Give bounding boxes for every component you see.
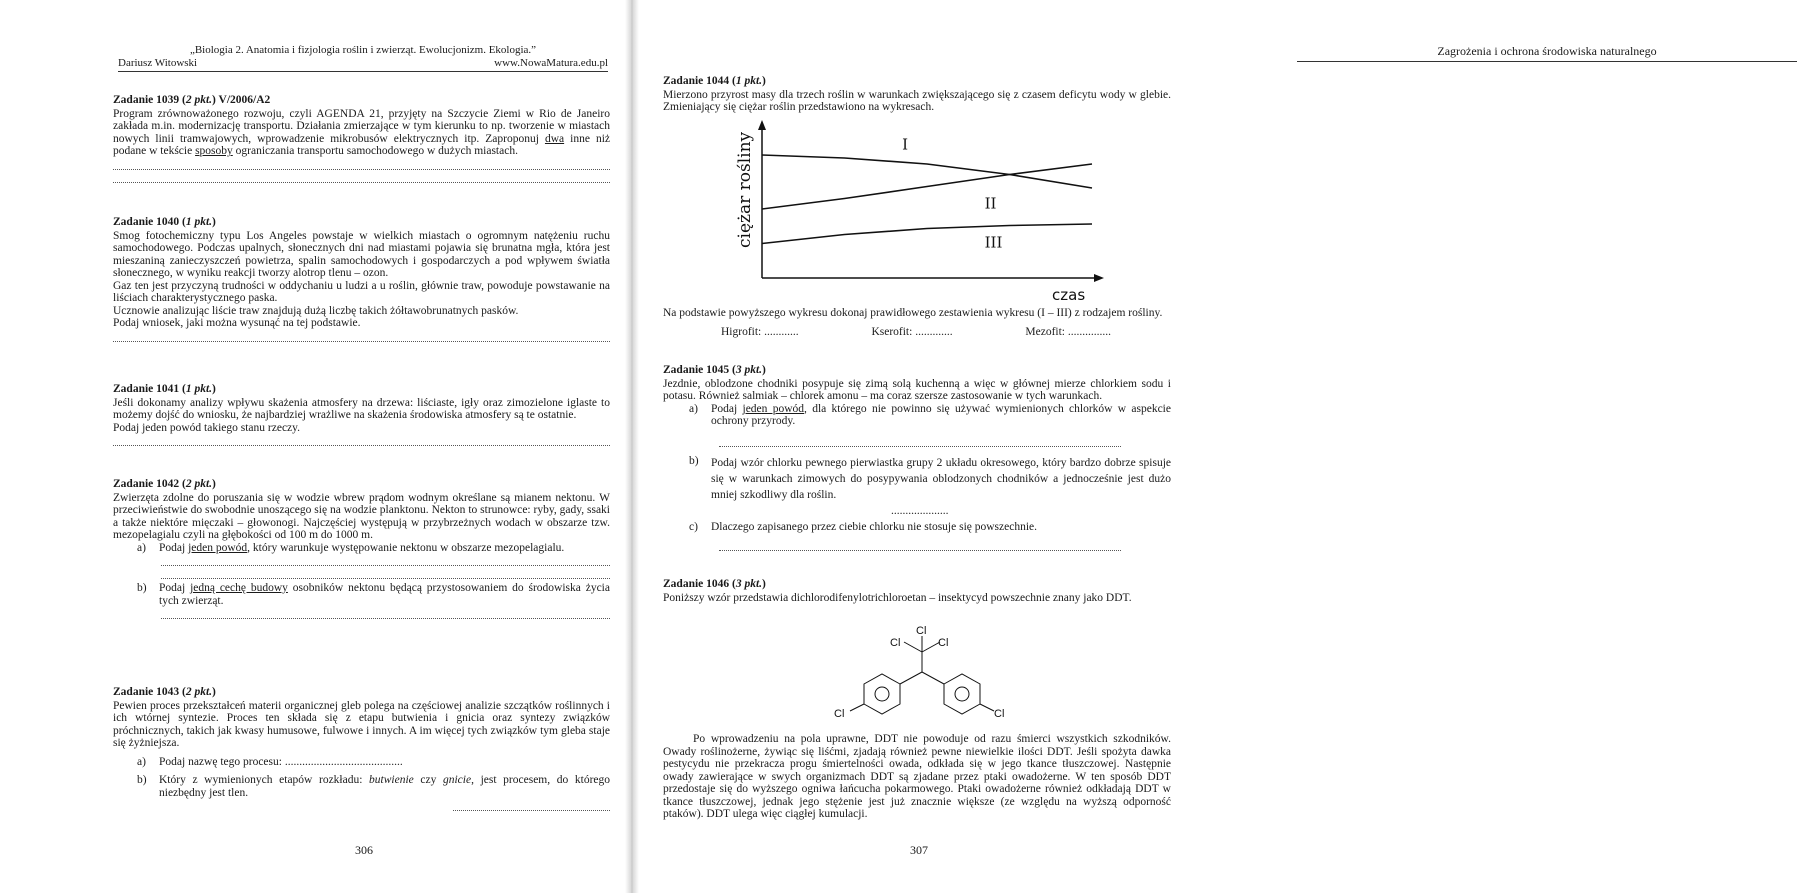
task-text: Jezdnie, oblodzone chodniki posypuje się zimą solą kuchenną a więc w głównej mierze chlorkiem sodu i potasu. Również salmiak – chlorek amonu – ma coraz szersze zastosowanie w tych warunkach. <box>663 377 1171 402</box>
page-number: 307 <box>910 843 928 857</box>
task-text: Ucznowie analizując liście traw znajdują dużą liczbę takich żółtawobrunatnych pasków. <box>113 304 519 317</box>
task-1046 <box>663 578 1171 604</box>
answer-line[interactable] <box>453 801 610 811</box>
chlorine-atom: Cl <box>994 708 1005 720</box>
answer-line[interactable] <box>719 541 1121 551</box>
book-title: „Biologia 2. Anatomia i fizjologia roślin i zwierząt. Ewolucjonizm. Ekologia.” <box>189 44 537 56</box>
task-1041 <box>113 383 610 449</box>
task-1046-text: Po wprowadzeniu na pola uprawne, DDT nie powoduje od razu śmierci wszystkich szkodników. Owady roślinożerne, żywiąc się liśćmi, zjadają również pewne niewielkie ilości DDT. Jeśli spożyta dawka pestycydu nie przekracza progu śmiertelności owada, odkłada się w jego tkance tłuszczowej. Następnie owady zawierające w swych organizmach DDT są zjadane przez ptaki owadożerne. W ten sposób DDT przedostaje się do wyższego ogniwa łańcucha pokarmowego. Ptaki owadożerne również odkładają DDT w tkance tłuszczowej, jednak jego stężenie jest już znacznie większe (ze względu na wyższą odporność ptaków). DDT ulega więc ciągłej kumulacji. <box>663 733 1171 820</box>
answer-line[interactable] <box>113 436 610 446</box>
answer-line[interactable] <box>719 437 1121 447</box>
task-question: Na podstawie powyższego wykresu dokonaj prawidłowego zestawienia wykresu (I – III) z rodzajem rośliny. <box>663 307 1163 319</box>
higrofit-field[interactable]: Higrofit: ............ <box>721 325 799 338</box>
series-label-II: II <box>984 194 997 213</box>
mezofit-field[interactable]: Mezofit: ............... <box>1025 325 1111 338</box>
chlorine-atom: Cl <box>890 637 901 649</box>
y-axis-label: ciężar rośliny <box>735 131 755 248</box>
task-text: Program zrównoważonego rozwoju, czyli AGENDA 21, przyjęty na Szczycie Ziemi w Rio de Janeiro zakłada m.in. modernizację transportu. Działania zmierzające w tym kierunku to np. tworzenie w miastach nowych linii tramwajowych, wprowadzenie mikrobusów elektrycznych itp. Zaproponuj dwa inne niż podane w tekście sposoby ograniczania transportu samochodowego w dużych miastach. <box>113 107 610 157</box>
task-1045 <box>663 364 1171 551</box>
task-title: Zadanie 1040 (1 pkt.) <box>113 216 216 228</box>
chlorine-atom: Cl <box>938 637 949 649</box>
left-page <box>0 0 631 893</box>
task-title: Zadanie 1046 (3 pkt.) <box>663 578 766 590</box>
task-text: Jeśli dokonamy analizy wpływu skażenia atmosfery na drzewa: liściaste, igły oraz zimozielone iglaste to możemy dojść do wniosku, że najbardziej wrażliwe na skażenia środowiska atmosfery są te ostatnie. <box>113 396 610 421</box>
task-title: Zadanie 1042 (2 pkt.) <box>113 478 216 490</box>
subtask-c: c) Dlaczego zapisanego przez ciebie chlorku nie stosuje się powszechnie. <box>689 520 1038 533</box>
task-1042 <box>113 478 610 622</box>
answer-line[interactable] <box>113 332 610 342</box>
page-number: 306 <box>355 843 373 857</box>
task-question: Podaj wniosek, jaki można wysunąć na tej podstawie. <box>113 317 361 329</box>
x-axis-label: czas <box>1052 286 1086 304</box>
answer-line[interactable] <box>161 609 610 619</box>
website: www.NowaMatura.edu.pl <box>494 57 608 69</box>
task-title: Zadanie 1039 (2 pkt.) V/2006/A2 <box>113 94 271 106</box>
answer-dots[interactable]: .................... <box>891 504 949 517</box>
answer-line[interactable] <box>161 556 610 566</box>
task-text: Mierzono przyrost masy dla trzech roślin w warunkach zwiększającego się z czasem deficytu wody w glebie. Zmieniający się ciężar roślin przedstawiono na wykresach. <box>663 88 1171 113</box>
series-label-I: I <box>902 135 909 154</box>
task-title: Zadanie 1041 (1 pkt.) <box>113 383 216 395</box>
series-line-II <box>762 164 1092 209</box>
weight-chart <box>728 118 1108 306</box>
answer-fields <box>663 320 1171 339</box>
subtask-b: b) Podaj jedną cechę budowy osobników nektonu będącą przystosowaniem do środowiska życia tych zwierząt. <box>137 582 610 607</box>
task-text: Pewien proces przekształceń materii organicznej gleb polega na częściowej analizie szczątków roślinnych i ich wtórnej syntezie. Proces ten składa się z etapu butwienia i gnicia oraz syntezy związków próchnicznych, takich jak kwasy humusowe, fulwowe i innych. A im więcej tych związków tym gleba staje się żyżniejsza. <box>113 699 610 749</box>
subtask-b: b) Podaj wzór chlorku pewnego pierwiastka grupy 2 układu okresowego, który bardzo dobrze spisuje się w warunkach zimowych do posypywania oblodzonych chodników a jednocześnie jest dużo mniej szkodliwy dla roślin. .................... <box>689 454 1171 517</box>
ddt-structure <box>820 620 1020 724</box>
task-1039 <box>113 94 610 186</box>
subtask-a: a) Podaj jeden powód, który warunkuje występowanie nektonu w obszarze mezopelagialu. <box>137 541 565 554</box>
task-title: Zadanie 1045 (3 pkt.) <box>663 364 766 376</box>
chlorine-atom: Cl <box>916 625 927 637</box>
author: Dariusz Witowski <box>118 57 198 69</box>
answer-line[interactable] <box>161 569 610 579</box>
kserofit-field[interactable]: Kserofit: ............. <box>871 325 953 338</box>
task-title: Zadanie 1043 (2 pkt.) <box>113 686 216 698</box>
task-text: Poniższy wzór przedstawia dichlorodifenylotrichloroetan – insektycyd powszechnie znany jako DDT. <box>663 591 1132 604</box>
task-1044 <box>663 75 1171 114</box>
answer-line[interactable] <box>113 173 610 183</box>
task-1043 <box>113 686 610 814</box>
task-1040 <box>113 216 610 345</box>
series-line-I <box>762 155 1092 188</box>
subtask-a: a) Podaj nazwę tego procesu: ......................................... <box>137 755 403 768</box>
task-1044-question <box>663 307 1171 338</box>
x-axis-arrow <box>1094 274 1104 282</box>
answer-line[interactable] <box>113 160 610 170</box>
subtask-a: a) Podaj jeden powód, dla którego nie powinno się używać wymienionych chlorków w aspekcie ochrony przyrody. <box>689 402 1171 427</box>
series-label-III: III <box>984 233 1003 252</box>
chlorine-atom: Cl <box>834 708 845 720</box>
task-title: Zadanie 1044 (1 pkt.) <box>663 75 766 87</box>
task-text: Smog fotochemiczny typu Los Angeles powstaje w wielkich miastach o ogromnym natężeniu ruchu samochodowego. Podczas upalnych, słonecznych dni nad miastami pojawia się brunatna mgła, która jest mieszaniną zanieczyszczeń powietrza, spalin samochodowych i gospodarczych a pod wpływem światła słonecznego, w wyniku reakcji tworzy alotrop tlenu – ozon. <box>113 229 610 279</box>
subtask-b: b) Który z wymienionych etapów rozkładu: butwienie czy gnicie, jest procesem, do którego niezbędny jest tlen. <box>137 774 610 799</box>
task-text: Gaz ten jest przyczyną trudności w oddychaniu u ludzi a u roślin, głównie traw, powoduje powstawanie na liściach charakterystycznego paska. <box>113 279 610 304</box>
chapter-title: Zagrożenia i ochrona środowiska naturalnego <box>1297 44 1797 62</box>
series-line-III <box>762 224 1092 244</box>
left-header <box>118 44 608 72</box>
task-question: Podaj jeden powód takiego stanu rzeczy. <box>113 421 301 434</box>
y-axis-arrow <box>758 120 766 130</box>
task-text: Zwierzęta zdolne do poruszania się w wodzie wbrew prądom wodnym określane są mianem nektonu. W przeciwieństwie do swobodnie unoszącego się na wodzie planktonu. Nekton to strunowce: ryby, gady, ssaki a także niektóre mięczaki – głowonogi. Najczęściej występują w przybrzeżnych wodach w obszarze tzw. mezopelagialu czyli na głębokości od 100 m do 1000 m. <box>113 491 610 541</box>
